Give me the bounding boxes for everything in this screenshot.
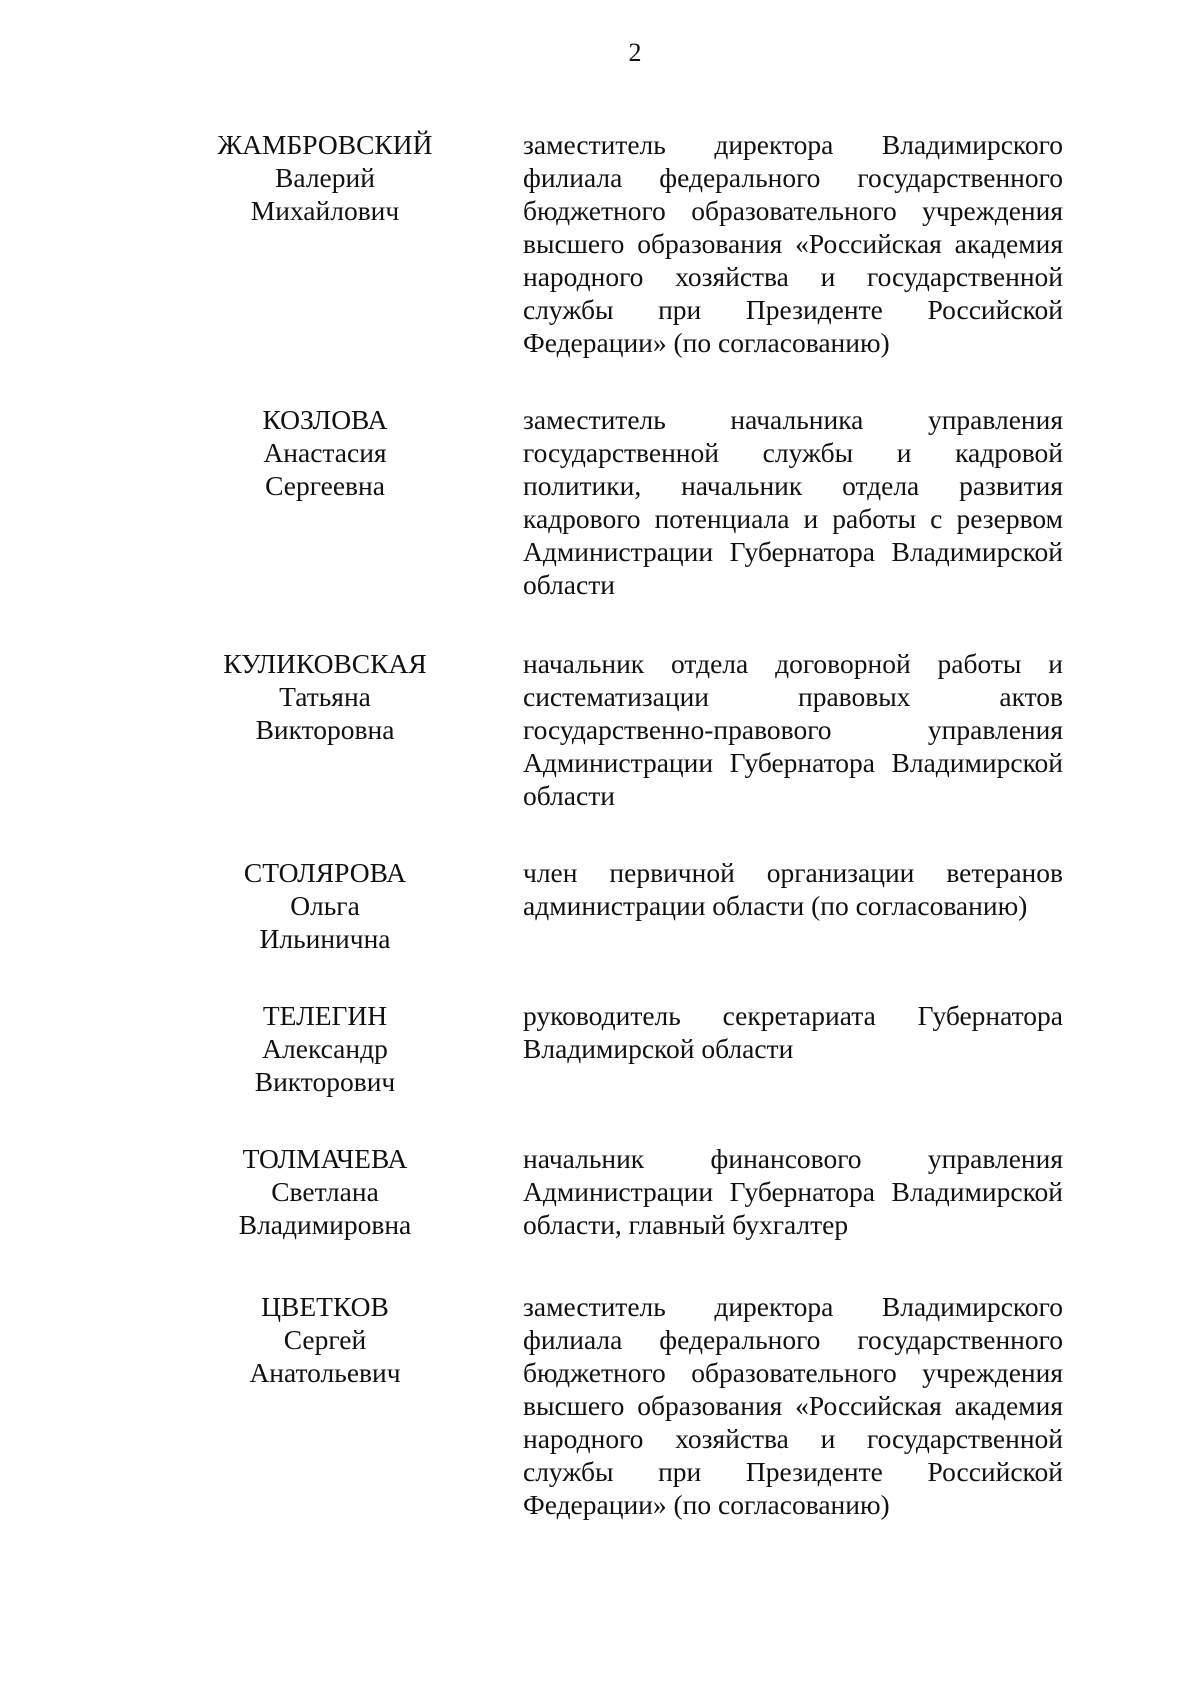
position-line: систематизации правовых актов [523, 681, 1063, 712]
position-line: высшего образования «Российская академия [523, 1390, 1063, 1421]
member-position [523, 856, 1063, 922]
position-line: Федерации» (по согласованию) [523, 1489, 890, 1520]
position-line: заместитель директора Владимирского [523, 129, 1063, 160]
position-line: бюджетного образовательного учреждения [523, 1357, 1063, 1388]
member-surname: ТЕЛЕГИН [262, 1000, 388, 1031]
position-line: филиала федерального государственного [523, 1324, 1063, 1355]
position-line: народного хозяйства и государственной [523, 261, 1063, 292]
member-patronymic: Михайлович [250, 195, 400, 226]
member-surname: КУЛИКОВСКАЯ [223, 648, 427, 679]
member-patronymic: Ильинична [259, 923, 391, 954]
member-patronymic: Викторовна [255, 714, 395, 745]
position-line: политики, начальник отдела развития [523, 470, 1063, 501]
position-line: член первичной организации ветеранов [523, 857, 1063, 888]
position-line: государственной службы и кадровой [523, 437, 1063, 468]
member-position [523, 1290, 1063, 1521]
member-first-name: Александр [262, 1033, 388, 1064]
position-line: Администрации Губернатора Владимирской [523, 1176, 1063, 1207]
position-line: администрации области (по согласованию) [523, 890, 1028, 921]
position-line: области [523, 780, 615, 811]
position-line: филиала федерального государственного [523, 162, 1063, 193]
member-position [523, 999, 1063, 1065]
position-line: Администрации Губернатора Владимирской [523, 747, 1063, 778]
member-position [523, 403, 1063, 601]
position-line: начальник финансового управления [523, 1143, 1063, 1174]
member-name [200, 1142, 450, 1241]
member-surname: ТОЛМАЧЕВА [242, 1143, 408, 1174]
member-surname: КОЗЛОВА [262, 404, 388, 435]
position-line: начальник отдела договорной работы и [523, 648, 1063, 679]
member-name [200, 128, 450, 227]
member-first-name: Ольга [290, 890, 360, 921]
member-name [200, 647, 450, 746]
member-patronymic: Викторович [254, 1066, 396, 1097]
position-line: заместитель директора Владимирского [523, 1291, 1063, 1322]
position-line: Федерации» (по согласованию) [523, 327, 890, 358]
member-first-name: Анастасия [263, 437, 387, 468]
position-line: области [523, 569, 615, 600]
position-line: службы при Президенте Российской [523, 294, 1063, 325]
member-patronymic: Владимировна [238, 1209, 412, 1240]
member-position [523, 128, 1063, 359]
position-line: народного хозяйства и государственной [523, 1423, 1063, 1454]
member-surname: ЦВЕТКОВ [261, 1291, 389, 1322]
position-line: руководитель секретариата Губернатора [523, 1000, 1063, 1031]
position-line: Владимирской области [523, 1033, 794, 1064]
member-first-name: Светлана [271, 1176, 379, 1207]
member-position [523, 647, 1063, 812]
member-name [200, 403, 450, 502]
member-first-name: Сергей [283, 1324, 367, 1355]
member-surname: СТОЛЯРОВА [243, 857, 407, 888]
member-surname: ЖАМБРОВСКИЙ [217, 129, 433, 160]
page-number: 2 [628, 38, 642, 67]
member-first-name: Татьяна [279, 681, 371, 712]
position-line: заместитель начальника управления [523, 404, 1063, 435]
position-line: бюджетного образовательного учреждения [523, 195, 1063, 226]
position-line: службы при Президенте Российской [523, 1456, 1063, 1487]
member-position [523, 1142, 1063, 1241]
member-name [200, 999, 450, 1098]
member-name [200, 856, 450, 955]
position-line: государственно-правового управления [523, 714, 1063, 745]
member-patronymic: Анатольевич [249, 1357, 401, 1388]
position-line: высшего образования «Российская академия [523, 228, 1063, 259]
position-line: Администрации Губернатора Владимирской [523, 536, 1063, 567]
member-first-name: Валерий [275, 162, 375, 193]
position-line: кадрового потенциала и работы с резервом [523, 503, 1063, 534]
member-name [200, 1290, 450, 1389]
member-patronymic: Сергеевна [265, 470, 385, 501]
position-line: области, главный бухгалтер [523, 1209, 849, 1240]
